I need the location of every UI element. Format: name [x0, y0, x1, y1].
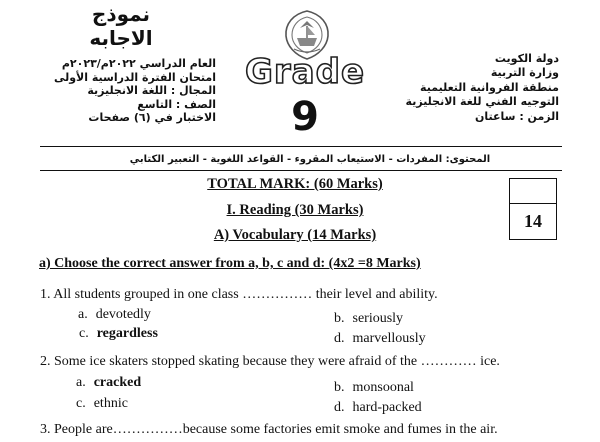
option-key: b.: [334, 380, 345, 395]
option-key: b.: [334, 311, 345, 326]
option-key: c.: [76, 396, 86, 411]
option-text: hard-packed: [352, 400, 422, 415]
country-name: دولة الكويت: [494, 52, 559, 65]
question-2-option-a: [76, 375, 141, 391]
question-1-option-d: [334, 331, 426, 347]
exam-content-line: المحتوى: المفردات - الاستيعاب المقروء - القواعد اللغوية - التعبير الكتابي: [129, 154, 491, 165]
option-key: a.: [76, 375, 86, 390]
section-a-title: a) Choose the correct answer from a, b, c and d: (4x2 =8 Marks): [39, 256, 421, 271]
question-2-text: 2. Some ice skaters stopped skating because they were afraid of the ………… ice.: [40, 354, 500, 369]
question-2-option-d: [334, 400, 422, 416]
mark-box-score: 14: [524, 211, 542, 231]
option-text: marvellously: [352, 331, 426, 346]
option-text: devotedly: [95, 307, 151, 322]
option-key: a.: [78, 307, 88, 322]
option-key: d.: [334, 331, 345, 346]
option-key: c.: [79, 326, 89, 341]
district-name: منطقة الفروانية التعليمية: [420, 80, 559, 94]
exam-pages: الاختبار في (٦) صفحات: [88, 111, 216, 125]
exam-duration: الزمن : ساعتان: [475, 109, 559, 123]
vocabulary-heading: A) Vocabulary (14 Marks): [213, 227, 377, 243]
question-1-option-a: [78, 307, 151, 323]
option-text-correct: cracked: [93, 375, 142, 390]
total-mark-heading: TOTAL MARK: (60 Marks): [207, 176, 383, 192]
option-key: d.: [334, 400, 345, 415]
mark-box-divider: [510, 203, 556, 204]
option-text: seriously: [352, 311, 404, 326]
mark-box: [509, 178, 557, 240]
option-text: ethnic: [93, 396, 128, 411]
header-divider-top: [40, 146, 562, 147]
grade-number: 9: [291, 94, 319, 140]
exam-year: العام الدراسي ٢٠٢٢م/٢٠٢٣م: [61, 57, 216, 70]
ministry-name: وزارة التربية: [490, 66, 559, 80]
option-text: monsoonal: [352, 380, 414, 395]
header-divider-bottom: [40, 170, 562, 171]
option-text-correct: regardless: [96, 326, 158, 341]
answer-key-title: نموذج الاجابه: [89, 2, 153, 50]
ministry-info-block: [405, 52, 559, 124]
exam-subject: المجال : اللغة الانجليزية: [87, 84, 216, 98]
grade-label: Grade: [244, 52, 365, 92]
question-2-option-b: [334, 380, 414, 396]
supervision-name: التوجيه الفني للغة الانجليزية: [405, 95, 559, 109]
question-1-option-b: [334, 311, 403, 327]
exam-info-block: [36, 57, 216, 125]
reading-heading: I. Reading (30 Marks): [226, 202, 364, 218]
question-3-text: 3. People are……………because some factories emit smoke and fumes in the air.: [40, 422, 498, 437]
question-2-option-c: [76, 396, 128, 412]
exam-period: امتحان الفترة الدراسية الأولى: [53, 70, 216, 84]
question-1-text: 1. All students grouped in one class …………… their level and ability.: [40, 287, 438, 302]
exam-grade: الصف : التاسع: [137, 97, 216, 111]
question-1-option-c: [79, 326, 158, 342]
